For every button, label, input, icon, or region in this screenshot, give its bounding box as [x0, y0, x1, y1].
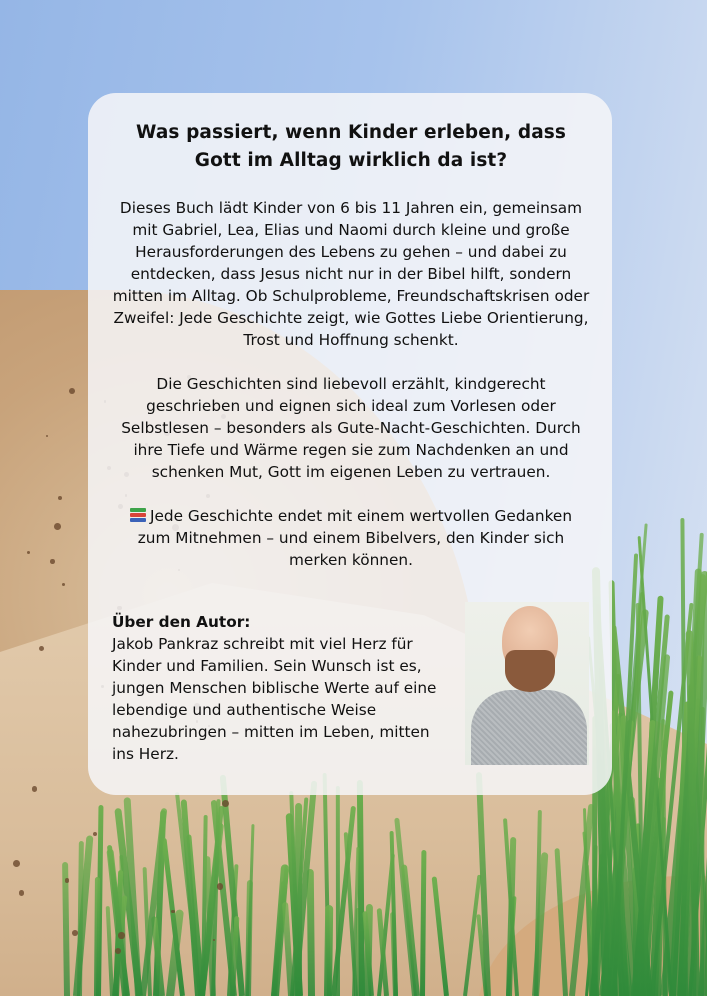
- sand-speck: [46, 435, 48, 437]
- sand-speck: [217, 883, 223, 889]
- highlight-paragraph: [112, 505, 590, 571]
- book-description-card: [88, 93, 612, 795]
- description-paragraph-1: Dieses Buch lädt Kinder von 6 bis 11 Jahren ein, gemeinsam mit Gabriel, Lea, Elias und Naomi durch kleine und große Herausforderungen des Lebens zu gehen – und dabei zu entdecken, dass Jesus nicht nur in der Bibel hilft, sondern mitten im Alltag. Ob Schulprobleme, Freundschaftskrisen oder Zweifel: Jede Geschichte zeigt, wie Gottes Liebe Orientierung, Trost und Hoffnung schenkt.: [112, 199, 590, 349]
- sand-speck: [118, 932, 124, 938]
- author-bio: Jakob Pankraz schreibt mit viel Herz für Kinder und Familien. Sein Wunsch ist es, jungen Menschen biblische Werte auf eine lebendige und authentische Weise nahezubringen – mitten im Leben, mitten ins Herz.: [112, 635, 437, 763]
- sand-speck: [222, 800, 229, 807]
- sand-speck: [50, 559, 55, 564]
- sand-speck: [65, 878, 69, 882]
- headline: Was passiert, wenn Kinder erleben, dass Gott im Alltag wirklich da ist?: [135, 122, 566, 171]
- sand-speck: [19, 890, 24, 895]
- highlight-text: Jede Geschichte endet mit einem wertvollen Gedanken zum Mitnehmen – und einem Bibelvers, den Kinder sich merken können.: [137, 507, 573, 569]
- author-photo: [465, 602, 589, 765]
- sand-speck: [58, 496, 62, 500]
- sand-speck: [69, 388, 75, 394]
- grass-blade: [336, 786, 340, 996]
- books-icon: [130, 507, 146, 523]
- sand-speck: [72, 930, 78, 936]
- sand-speck: [171, 910, 175, 914]
- sand-speck: [32, 786, 37, 791]
- description-paragraph-2: Die Geschichten sind liebevoll erzählt, kindgerecht geschrieben und eignen sich ideal zum Vorlesen oder Selbstlesen – besonders als Gute-Nacht-Geschichten. Durch ihre Tiefe und Wärme regen sie zum Nachdenken an und schenken Mut, Gott im eigenen Leben zu vertrauen.: [121, 375, 581, 481]
- author-heading: Über den Autor:: [112, 613, 251, 631]
- sand-speck: [13, 860, 20, 867]
- grass-blade: [324, 905, 333, 996]
- author-beard: [505, 650, 555, 692]
- author-section: [112, 611, 452, 765]
- author-shirt: [471, 690, 587, 765]
- sand-speck: [54, 523, 61, 530]
